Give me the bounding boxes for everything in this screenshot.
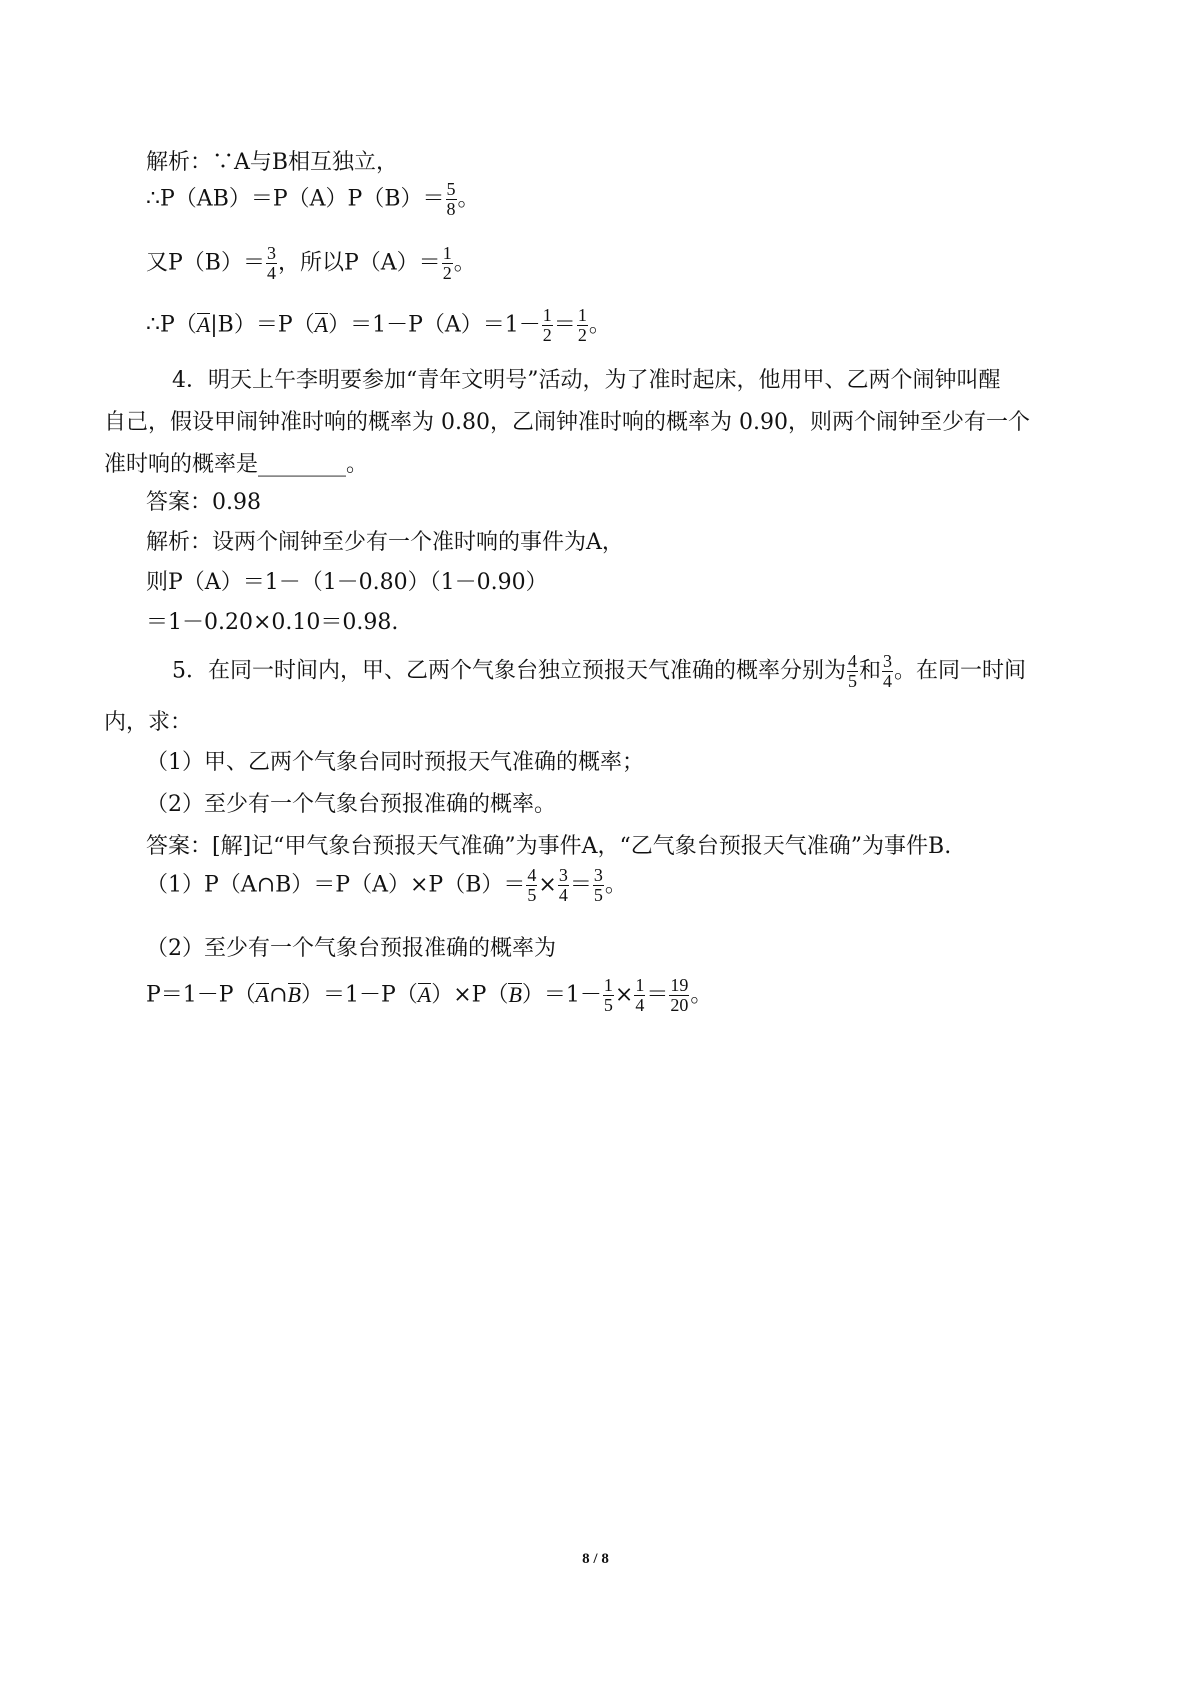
fraction: $\frac{5}{8}$ — [446, 179, 456, 219]
text: ∴P（AB）＝P（A）P（B）＝ — [146, 186, 445, 212]
times: × — [538, 872, 557, 898]
fraction: $\frac{1}{5}$ — [603, 975, 613, 1015]
q3-analysis-line2 — [146, 180, 480, 219]
text: （1）P（A∩B）＝P（A）×P（B）＝ — [146, 872, 526, 898]
fraction: $\frac{3}{4}$ — [883, 651, 893, 691]
fraction: $\frac{3}{5}$ — [593, 865, 603, 905]
text: ，所以P（A）＝ — [277, 250, 441, 276]
period: 。 — [457, 186, 480, 212]
equals: ＝ — [569, 872, 592, 898]
q4-question-line1: 4．明天上午李明要参加“青年文明号”活动，为了准时起床，他用甲、乙两个闹钟叫醒 — [172, 368, 1001, 393]
text: 。在同一时间 — [894, 658, 1027, 684]
text: ）＝1－P（A）＝1－ — [328, 312, 541, 338]
q5-question-line2: 内，求： — [104, 710, 193, 735]
period: 。 — [453, 250, 476, 276]
q5-question-line1 — [172, 652, 1026, 691]
fraction: $\frac{1}{2}$ — [442, 243, 452, 283]
q5-solution-2-line1: （2）至少有一个气象台预报准确的概率为 — [146, 936, 556, 961]
complement-A: A — [196, 311, 211, 337]
fraction: $\frac{1}{2}$ — [577, 305, 587, 345]
fraction: $\frac{3}{4}$ — [558, 865, 568, 905]
fraction: $\frac{4}{5}$ — [848, 651, 857, 691]
q4-analysis-line1: 解析：设两个闹钟至少有一个准时响的事件为A， — [146, 530, 624, 555]
complement-A: A — [417, 981, 432, 1007]
fraction: $\frac{3}{4}$ — [266, 243, 276, 283]
equals: ＝ — [646, 982, 669, 1008]
q5-solution-1 — [146, 866, 627, 905]
q4-analysis-line2: 则P（A）＝1－（1－0.80）（1－0.90） — [146, 570, 548, 595]
q3-analysis-line1: 解析：∵A与B相互独立， — [146, 150, 399, 175]
q5-subquestion-2: （2）至少有一个气象台预报准确的概率。 — [146, 792, 556, 817]
q5-solution-2-line2 — [146, 976, 712, 1015]
page-number: 8 / 8 — [582, 1551, 609, 1567]
period: 。 — [588, 312, 611, 338]
q4-analysis-line3: ＝1－0.20×0.10＝0.98. — [146, 610, 399, 635]
fraction: $\frac{19}{20}$ — [670, 975, 689, 1015]
q3-analysis-line4 — [146, 306, 611, 345]
text: P＝1－P（ — [146, 982, 256, 1008]
complement-A: A — [314, 311, 329, 337]
intersection: ∩ — [269, 982, 288, 1008]
q5-subquestion-1: （1）甲、乙两个气象台同时预报天气准确的概率； — [146, 750, 644, 775]
text: ∴P（ — [146, 312, 197, 338]
q4-question-line2: 自己，假设甲闹钟准时响的概率为 0.80，乙闹钟准时响的概率为 0.90，则两个闹钟至少有一个 — [104, 410, 1030, 435]
period: 。 — [690, 982, 713, 1008]
fraction: $\frac{4}{5}$ — [527, 865, 537, 905]
equals: ＝ — [553, 312, 576, 338]
complement-B: B — [287, 981, 301, 1007]
q3-analysis-line3 — [146, 244, 476, 283]
text: ）×P（ — [431, 982, 509, 1008]
q5-answer: 答案：[解]记“甲气象台预报天气准确”为事件A，“乙气象台预报天气准确”为事件B. — [146, 834, 952, 859]
text: 和 — [859, 658, 882, 684]
q4-question-line3: 准时响的概率是________。 — [104, 452, 369, 477]
q4-answer: 答案：0.98 — [146, 490, 261, 515]
complement-B: B — [508, 981, 522, 1007]
text: 5．在同一时间内，甲、乙两个气象台独立预报天气准确的概率分别为 — [172, 658, 846, 684]
period: 。 — [604, 872, 627, 898]
times: × — [614, 982, 634, 1008]
text: |B）＝P（ — [210, 312, 315, 338]
fraction: $\frac{1}{2}$ — [542, 305, 552, 345]
text: ）＝1－P（ — [300, 982, 418, 1008]
text: 又P（B）＝ — [146, 250, 265, 276]
complement-A: A — [255, 981, 270, 1007]
text: ）＝1－ — [521, 982, 602, 1008]
fraction: $\frac{1}{4}$ — [635, 975, 645, 1015]
